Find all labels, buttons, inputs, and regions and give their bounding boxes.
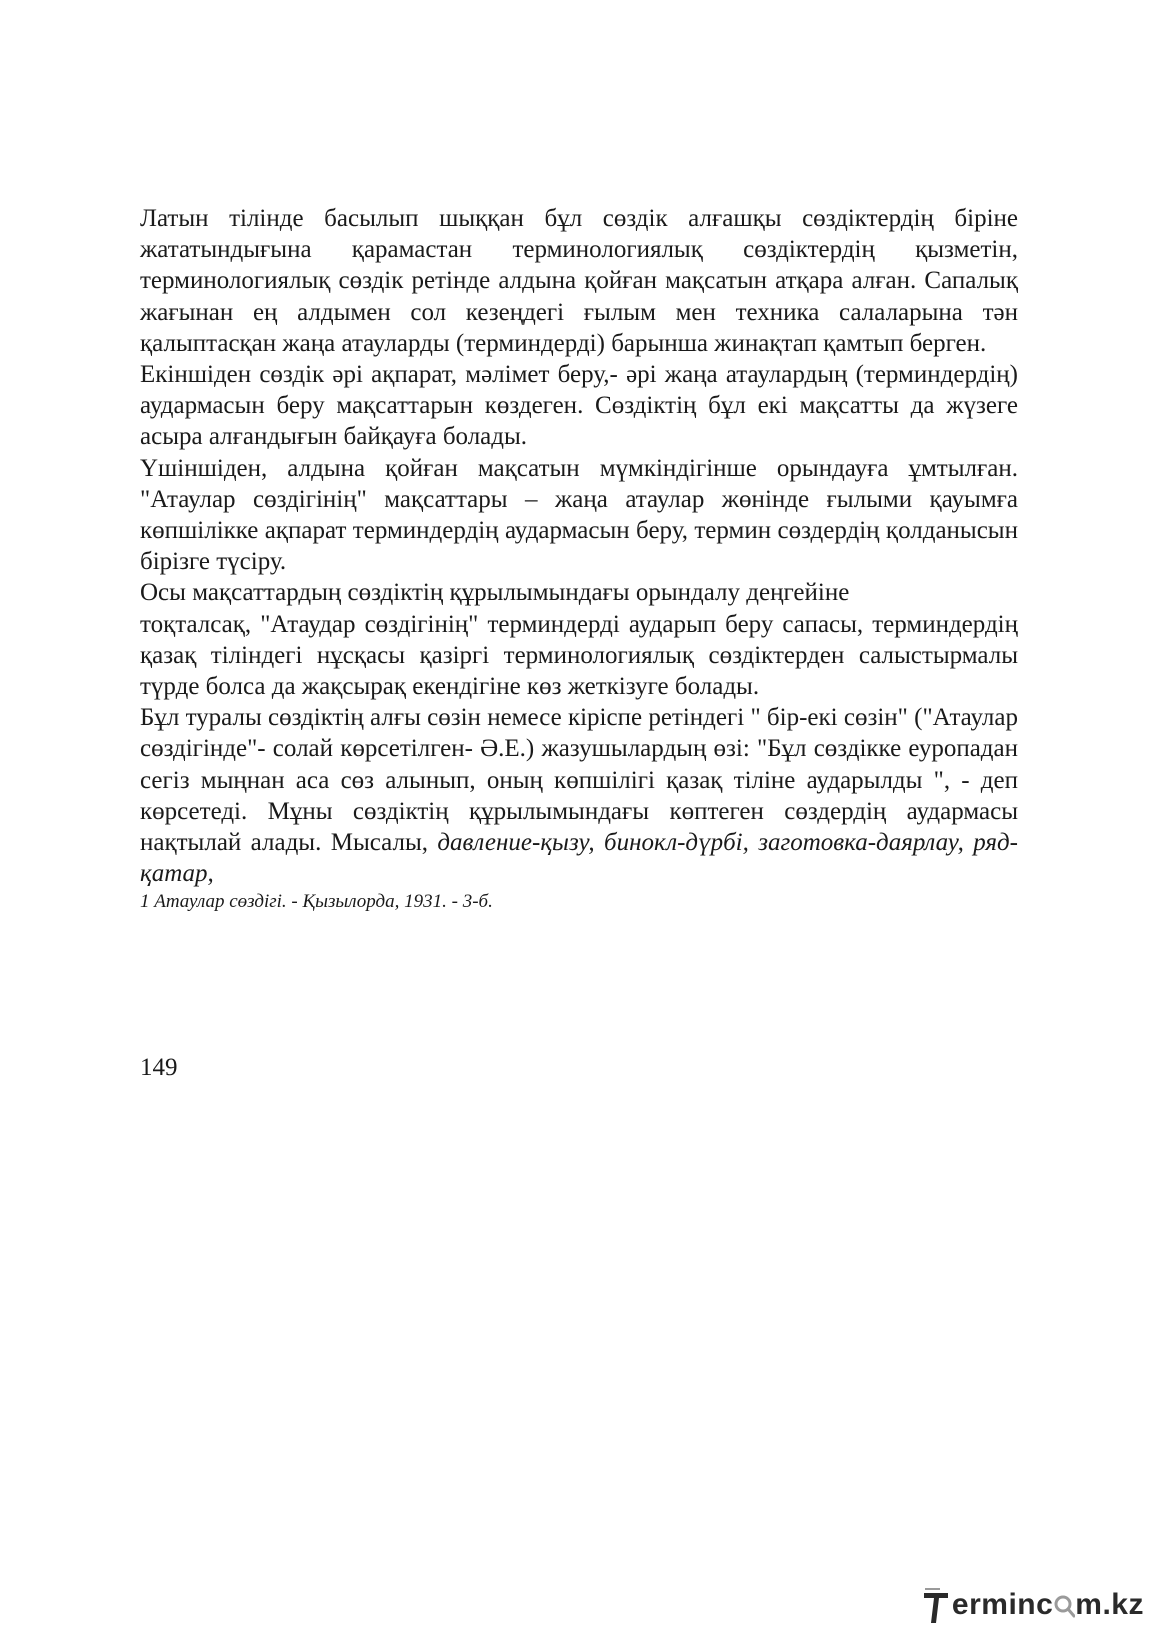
page-number: 149 [140,1054,178,1081]
paragraph-1: Латын тілінде басылып шыққан бұл сөздік алғашқы сөздіктердің біріне жататындығына қарамастан терминологиялық сөздіктердің қызметін, терминологиялық сөздік ретінде алдына қойған мақсатын атқара алған. Сапалық жағынан ең алдымен сол кезеңдегі ғылым мен техника салаларына тән қалыптасқан жаңа атауларды (терминдерді) барынша жинақтап қамтып берген. [140,205,1018,357]
paragraph-6-text: Бұл туралы сөздіктің алғы сөзін немесе кіріспе ретіндегі " бір-екі сөзін" ("Атаулар сөздігінде"- солай көрсетілген- Ә.Е.) жазушылардың өзі: "Бұл сөздікке еуропадан сегіз мыңнан аса сөз алынып, оның көпшілігі қазақ тіліне аударылды ", - деп көрсетеді. Мұны сөздіктің құрылымындағы көптеген сөздердің аудармасы нақтылай алады. Мысалы, [140,704,1018,857]
watermark-middle: erminc [951,1588,1054,1621]
paragraph-4: Осы мақсаттардың сөздіктің құрылымындағы орындалу деңгейіне [140,579,850,607]
paragraph-5: тоқталсақ, "Атаудар сөздігінің" терминдерді аударып беру сапасы, терминдердің қазақ тіліндегі нұсқасы қазіргі терминологиялық сөздіктерден салыстырмалы түрде болса да жақсырақ екендігіне көз жеткізуге болады. [140,610,1018,701]
paragraph-6-examples: давление-қызу, бинокл-дүрбі, заготовка-даярлау, ряд-қатар, [140,829,1018,888]
watermark-logo [922,1581,1144,1629]
footnote: 1 Атаулар сөздігі. - Қызылорда, 1931. - 3-б. [140,891,493,913]
magnifier-o-icon [1053,1590,1075,1620]
watermark-suffix: m.kz [1075,1588,1144,1621]
paragraph-6 [140,702,1018,889]
paragraph-2: Екіншіден сөздік әрі ақпарат, мәлімет беру,- әрі жаңа атаулардың (терминдердің) аудармасын беру мақсаттарын көздеген. Сөздіктің бұл екі мақсатты да жүзеге асыра алғандығын байқауға болады. [140,361,1018,451]
paragraph-3: Үшіншіден, алдына қойған мақсатын мүмкіндігінше орындауға ұмтылған. "Атаулар сөздігінің" мақсаттары – жаңа атаулар жөнінде ғылыми қауымға көпшілікке ақпарат терминдердің аудармасын беру, термин сөздердің қолданысын бірізге түсіру. [140,454,1018,576]
page-body [140,203,1018,915]
watermark-t-icon [922,1585,950,1625]
